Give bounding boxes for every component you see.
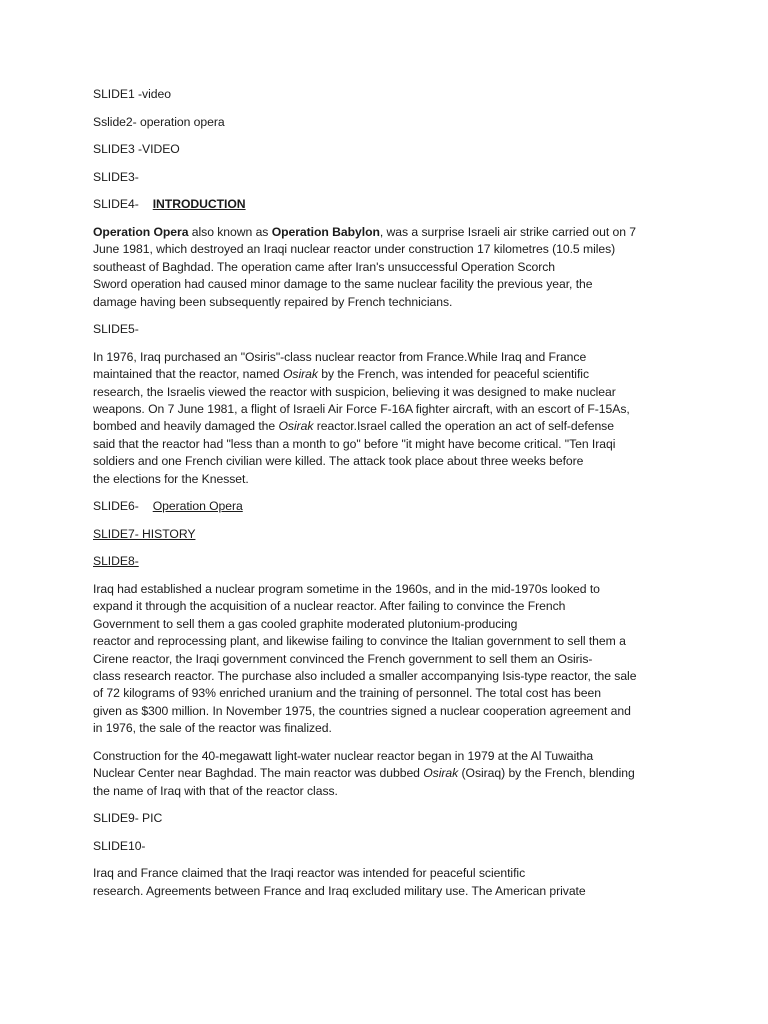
slide4-heading [93, 196, 676, 213]
slide10-paragraph: Iraq and France claimed that the Iraqi reactor was intended for peaceful scientific research. Agreements between France and Iraq excluded military use. The American private [93, 866, 586, 898]
slide8-heading: SLIDE8- [93, 554, 139, 569]
slide10-heading: SLIDE10- [93, 838, 146, 853]
slide5-heading: SLIDE5- [93, 322, 139, 337]
slide9-heading: SLIDE9- PIC [93, 811, 163, 826]
introduction-paragraph: Operation Opera also known as Operation Babylon, was a surprise Israeli air strike carried out on 7 June 1981, which destroyed an Iraqi nuclear reactor under construction 17 kilometres (10.5 miles) southeast of Baghdad. The operation came after Iran's unsuccessful Operation Scorch Sword operation had caused minor damage to the same nuclear facility the previous year, the damage having been subsequently repaired by French technicians. [93, 224, 637, 309]
slide2-heading: Sslide2- operation opera [93, 114, 225, 129]
slide3-heading: SLIDE3- [93, 169, 139, 184]
slide7-heading: SLIDE7- HISTORY [93, 526, 196, 541]
slide3-video-heading: SLIDE3 -VIDEO [93, 142, 180, 157]
slide6-prefix: SLIDE6- [93, 499, 139, 514]
history-paragraph: Iraq had established a nuclear program sometime in the 1960s, and in the mid-1970s looked to expand it through the acquisition of a nuclear reactor. After failing to convince the French Government to sell them a gas cooled graphite moderated plutonium-producing reactor and reprocessing plant, and likewise failing to convince the Italian government to sell them a Cirene reactor, the Iraqi government convinced the French government to sell them an Osiris- class research reactor. The purchase also included a smaller accompanying Isis-type reactor, the sale of 72 kilograms of 93% enriched uranium and the training of personnel. The total cost has been given as $300 million. In November 1975, the countries signed a nuclear cooperation agreement and in 1976, the sale of the reactor was finalized. [93, 582, 637, 736]
operation-opera-term: Operation Opera [93, 224, 189, 239]
construction-paragraph: Construction for the 40-megawatt light-water nuclear reactor began in 1979 at the Al Tuwaitha Nuclear Center near Baghdad. The main reactor was dubbed Osirak (Osiraq) by the French, blending the name of Iraq with that of the reactor class. [93, 748, 635, 798]
slide4-prefix: SLIDE4- [93, 197, 139, 212]
introduction-title: INTRODUCTION [152, 197, 246, 212]
slide6-heading [93, 498, 676, 515]
operation-opera-title: Operation Opera [152, 499, 243, 514]
slide1-heading: SLIDE1 -video [93, 87, 171, 101]
slide5-paragraph: In 1976, Iraq purchased an "Osiris"-class nuclear reactor from France.While Iraq and France maintained that the reactor, named Osirak by the French, was intended for peaceful scientific research, the Israelis viewed the reactor with suspicion, believing it was designed to make nuclear weapons. On 7 June 1981, a flight of Israeli Air Force F-16A fighter aircraft, with an escort of F-15As, bombed and heavily damaged the Osirak reactor.Israel called the operation an act of self-defense said that the reactor had "less than a month to go" before "it might have become critical. "Ten Iraqi soldiers and one French civilian were killed. The attack took place about three weeks before the elections for the Knesset. [93, 349, 630, 486]
operation-babylon-term: Operation Babylon [271, 224, 380, 239]
